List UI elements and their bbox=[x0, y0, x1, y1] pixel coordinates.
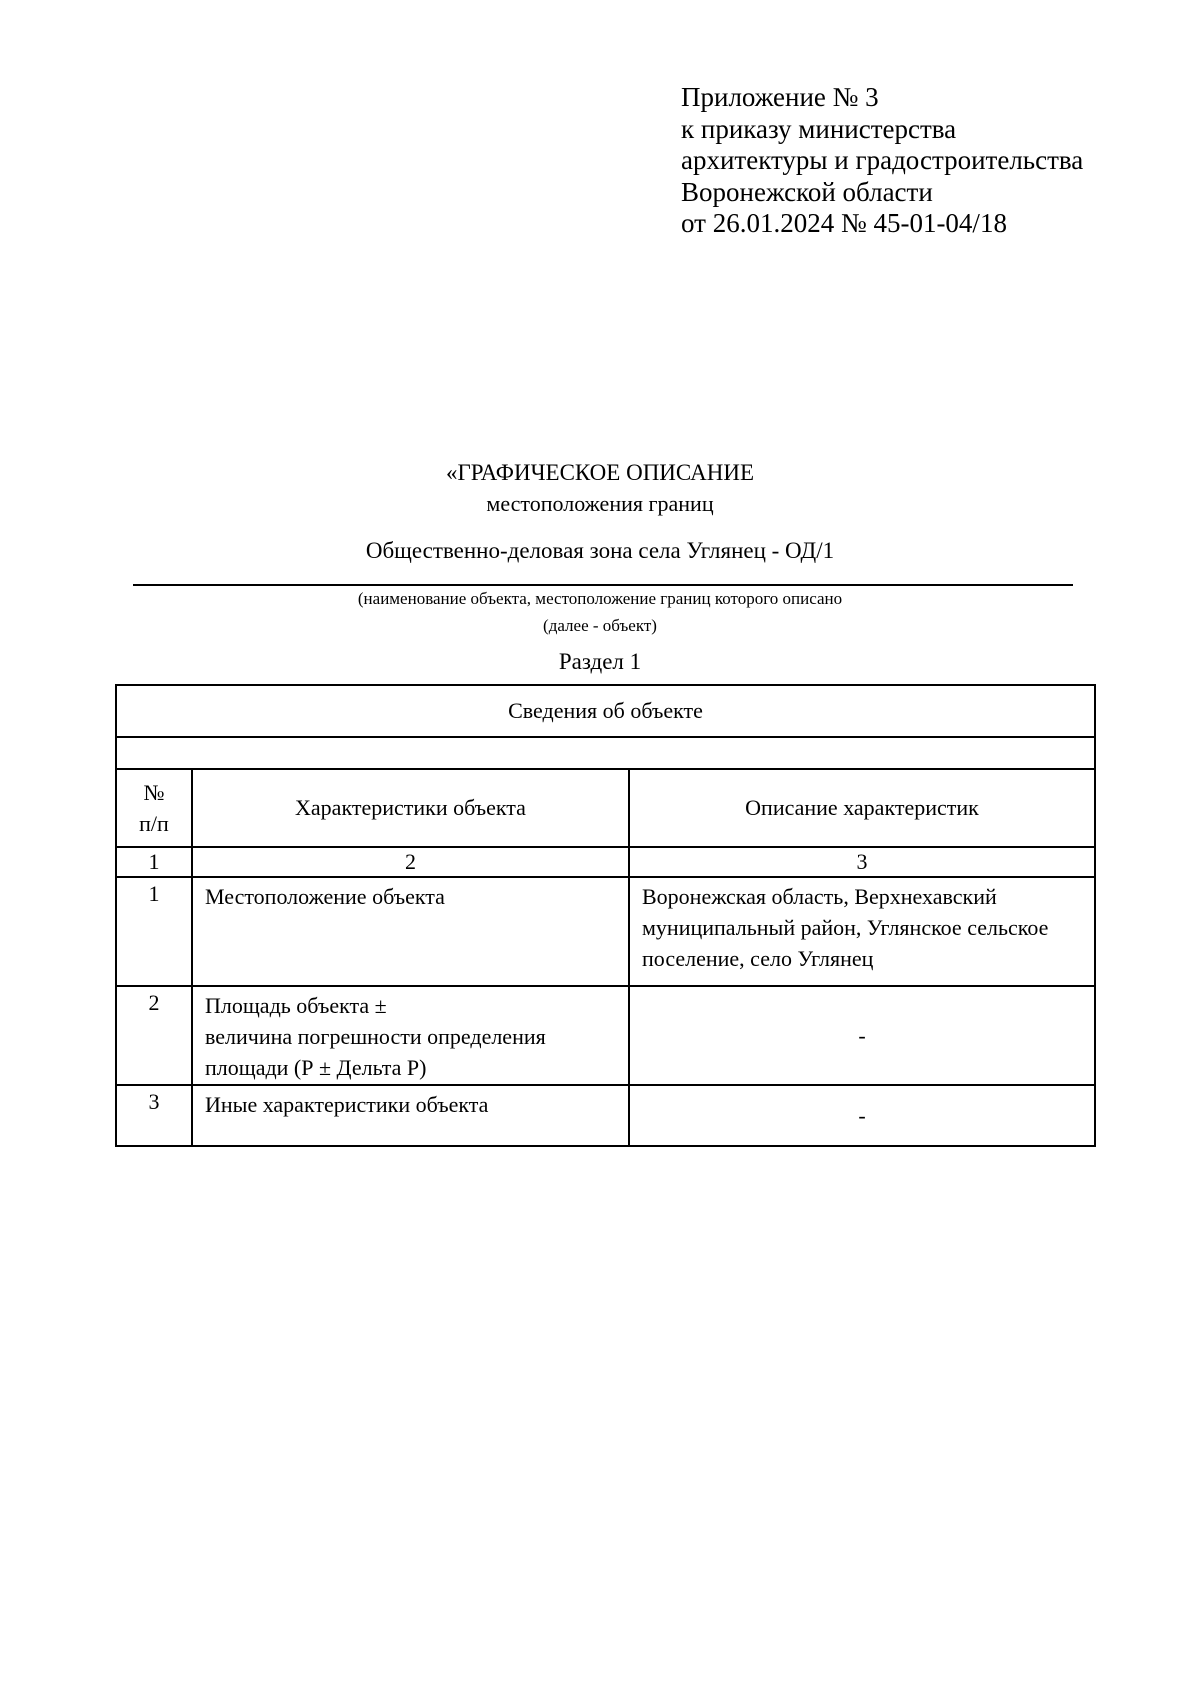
index-cell: 1 bbox=[116, 847, 192, 877]
row-characteristic: Иные характеристики объекта bbox=[192, 1085, 629, 1146]
table-row bbox=[116, 1085, 1095, 1146]
object-name-underline bbox=[133, 584, 1073, 586]
table-index-row bbox=[116, 847, 1095, 877]
row-description: Воронежская область, Верхнехавский муниципальный район, Углянское сельское поселение, село Углянец bbox=[629, 877, 1095, 986]
table-blank-row bbox=[116, 737, 1095, 769]
header-description: Описание характеристик bbox=[629, 769, 1095, 847]
table-row bbox=[116, 986, 1095, 1085]
header-line: архитектуры и градостроительства bbox=[681, 145, 1084, 175]
header-characteristics: Характеристики объекта bbox=[192, 769, 629, 847]
header-number bbox=[116, 769, 192, 847]
row-number: 2 bbox=[116, 986, 192, 1085]
header-number-abbrev: п/п bbox=[139, 811, 169, 836]
index-cell: 2 bbox=[192, 847, 629, 877]
object-name-note: (наименование объекта, местоположение границ которого описано bbox=[357, 589, 843, 608]
header-line: от 26.01.2024 № 45-01-04/18 bbox=[681, 208, 1007, 238]
header-line: Воронежской области bbox=[681, 176, 933, 207]
row-characteristic: Местоположение объекта bbox=[192, 877, 629, 986]
header-line: Приложение № 3 bbox=[681, 82, 879, 112]
table-header-row bbox=[116, 769, 1095, 847]
index-cell: 3 bbox=[629, 847, 1095, 877]
row-number: 1 bbox=[116, 877, 192, 986]
appendix-header bbox=[681, 82, 1083, 240]
header-number-sign: № bbox=[143, 780, 165, 805]
row-characteristic-line: площади (Р ± Дельта Р) bbox=[205, 1055, 427, 1080]
section-title: Раздел 1 bbox=[558, 649, 642, 674]
object-name: Общественно-деловая зона села Углянец - ОД/1 bbox=[365, 538, 835, 563]
row-characteristic bbox=[192, 986, 629, 1085]
object-info-table bbox=[115, 684, 1096, 1147]
row-characteristic-line: величина погрешности определения bbox=[205, 1024, 546, 1049]
row-description: - bbox=[629, 1085, 1095, 1146]
row-characteristic-line: Площадь объекта ± bbox=[205, 993, 387, 1018]
table-caption: Сведения об объекте bbox=[116, 685, 1095, 737]
header-line: к приказу министерства bbox=[681, 113, 957, 144]
document-subtitle: местоположения границ bbox=[486, 491, 714, 516]
row-description: - bbox=[629, 986, 1095, 1085]
object-name-note-continued: (далее - объект) bbox=[543, 616, 657, 635]
document-title: «ГРАФИЧЕСКОЕ ОПИСАНИЕ bbox=[445, 460, 754, 485]
table-row bbox=[116, 877, 1095, 986]
row-number: 3 bbox=[116, 1085, 192, 1146]
